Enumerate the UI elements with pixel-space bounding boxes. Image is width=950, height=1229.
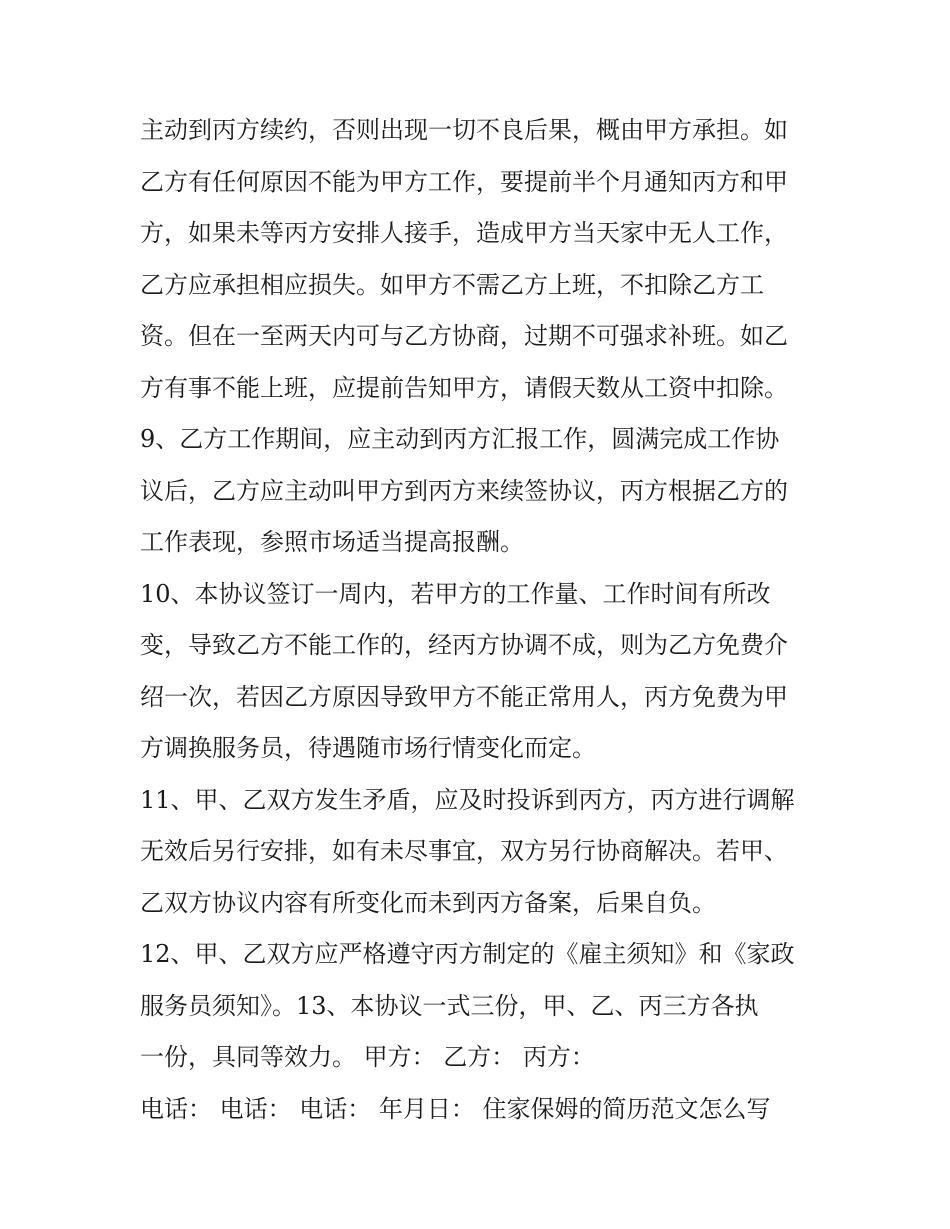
text-line: 无效后另行安排，如有未尽事宜，双方另行协商解决。若甲、: [140, 837, 788, 865]
text-line: 工作表现，参照市场适当提高报酬。: [140, 528, 524, 556]
contract-text: [140, 105, 820, 1135]
text-line: 资。但在一至两天内可与乙方协商，过期不可强求补班。如乙: [140, 322, 788, 350]
text-line: 绍一次，若因乙方原因导致甲方不能正常用人，丙方免费为甲: [140, 682, 788, 711]
text-line: 方，如果未等丙方安排人接手，造成甲方当天家中无人工作，: [140, 219, 788, 247]
text-line: 乙方有任何原因不能为甲方工作，要提前半个月通知丙方和甲: [140, 167, 788, 196]
text-line: 服务员须知》。13、本协议一式三份，甲、乙、丙三方各执: [140, 991, 759, 1020]
text-line: 变，导致乙方不能工作的，经丙方协调不成，则为乙方免费介: [140, 631, 788, 659]
clause-12-line: 12、甲、乙双方应严格遵守丙方制定的《雇主须知》和《家政: [140, 940, 795, 968]
text-line: 方调换服务员，待遇随市场行情变化而定。: [140, 734, 596, 762]
clause-10-line: 10、本协议签订一周内，若甲方的工作量、工作时间有所改: [140, 579, 771, 608]
text-line: 乙双方协议内容有所变化而未到丙方备案，后果自负。: [140, 888, 716, 917]
clause-11-line: 11、甲、乙双方发生矛盾，应及时投诉到丙方，丙方进行调解: [140, 785, 795, 814]
text-line: 方有事不能上班，应提前告知甲方，请假天数从工资中扣除。: [140, 373, 788, 402]
signature-parties-line: 一份，具同等效力。 甲方： 乙方： 丙方：: [140, 1043, 595, 1071]
contact-date-line: 电话： 电话： 电话： 年月日： 住家保姆的简历范文怎么写: [140, 1094, 771, 1123]
clause-9-line: 9、乙方工作期间，应主动到丙方汇报工作，圆满完成工作协: [140, 425, 780, 453]
text-line: 乙方应承担相应损失。如甲方不需乙方上班，不扣除乙方工: [140, 270, 764, 299]
text-line: 主动到丙方续约，否则出现一切不良后果，概由甲方承担。如: [140, 116, 788, 144]
text-line: 议后，乙方应主动叫甲方到丙方来续签协议，丙方根据乙方的: [140, 476, 788, 505]
